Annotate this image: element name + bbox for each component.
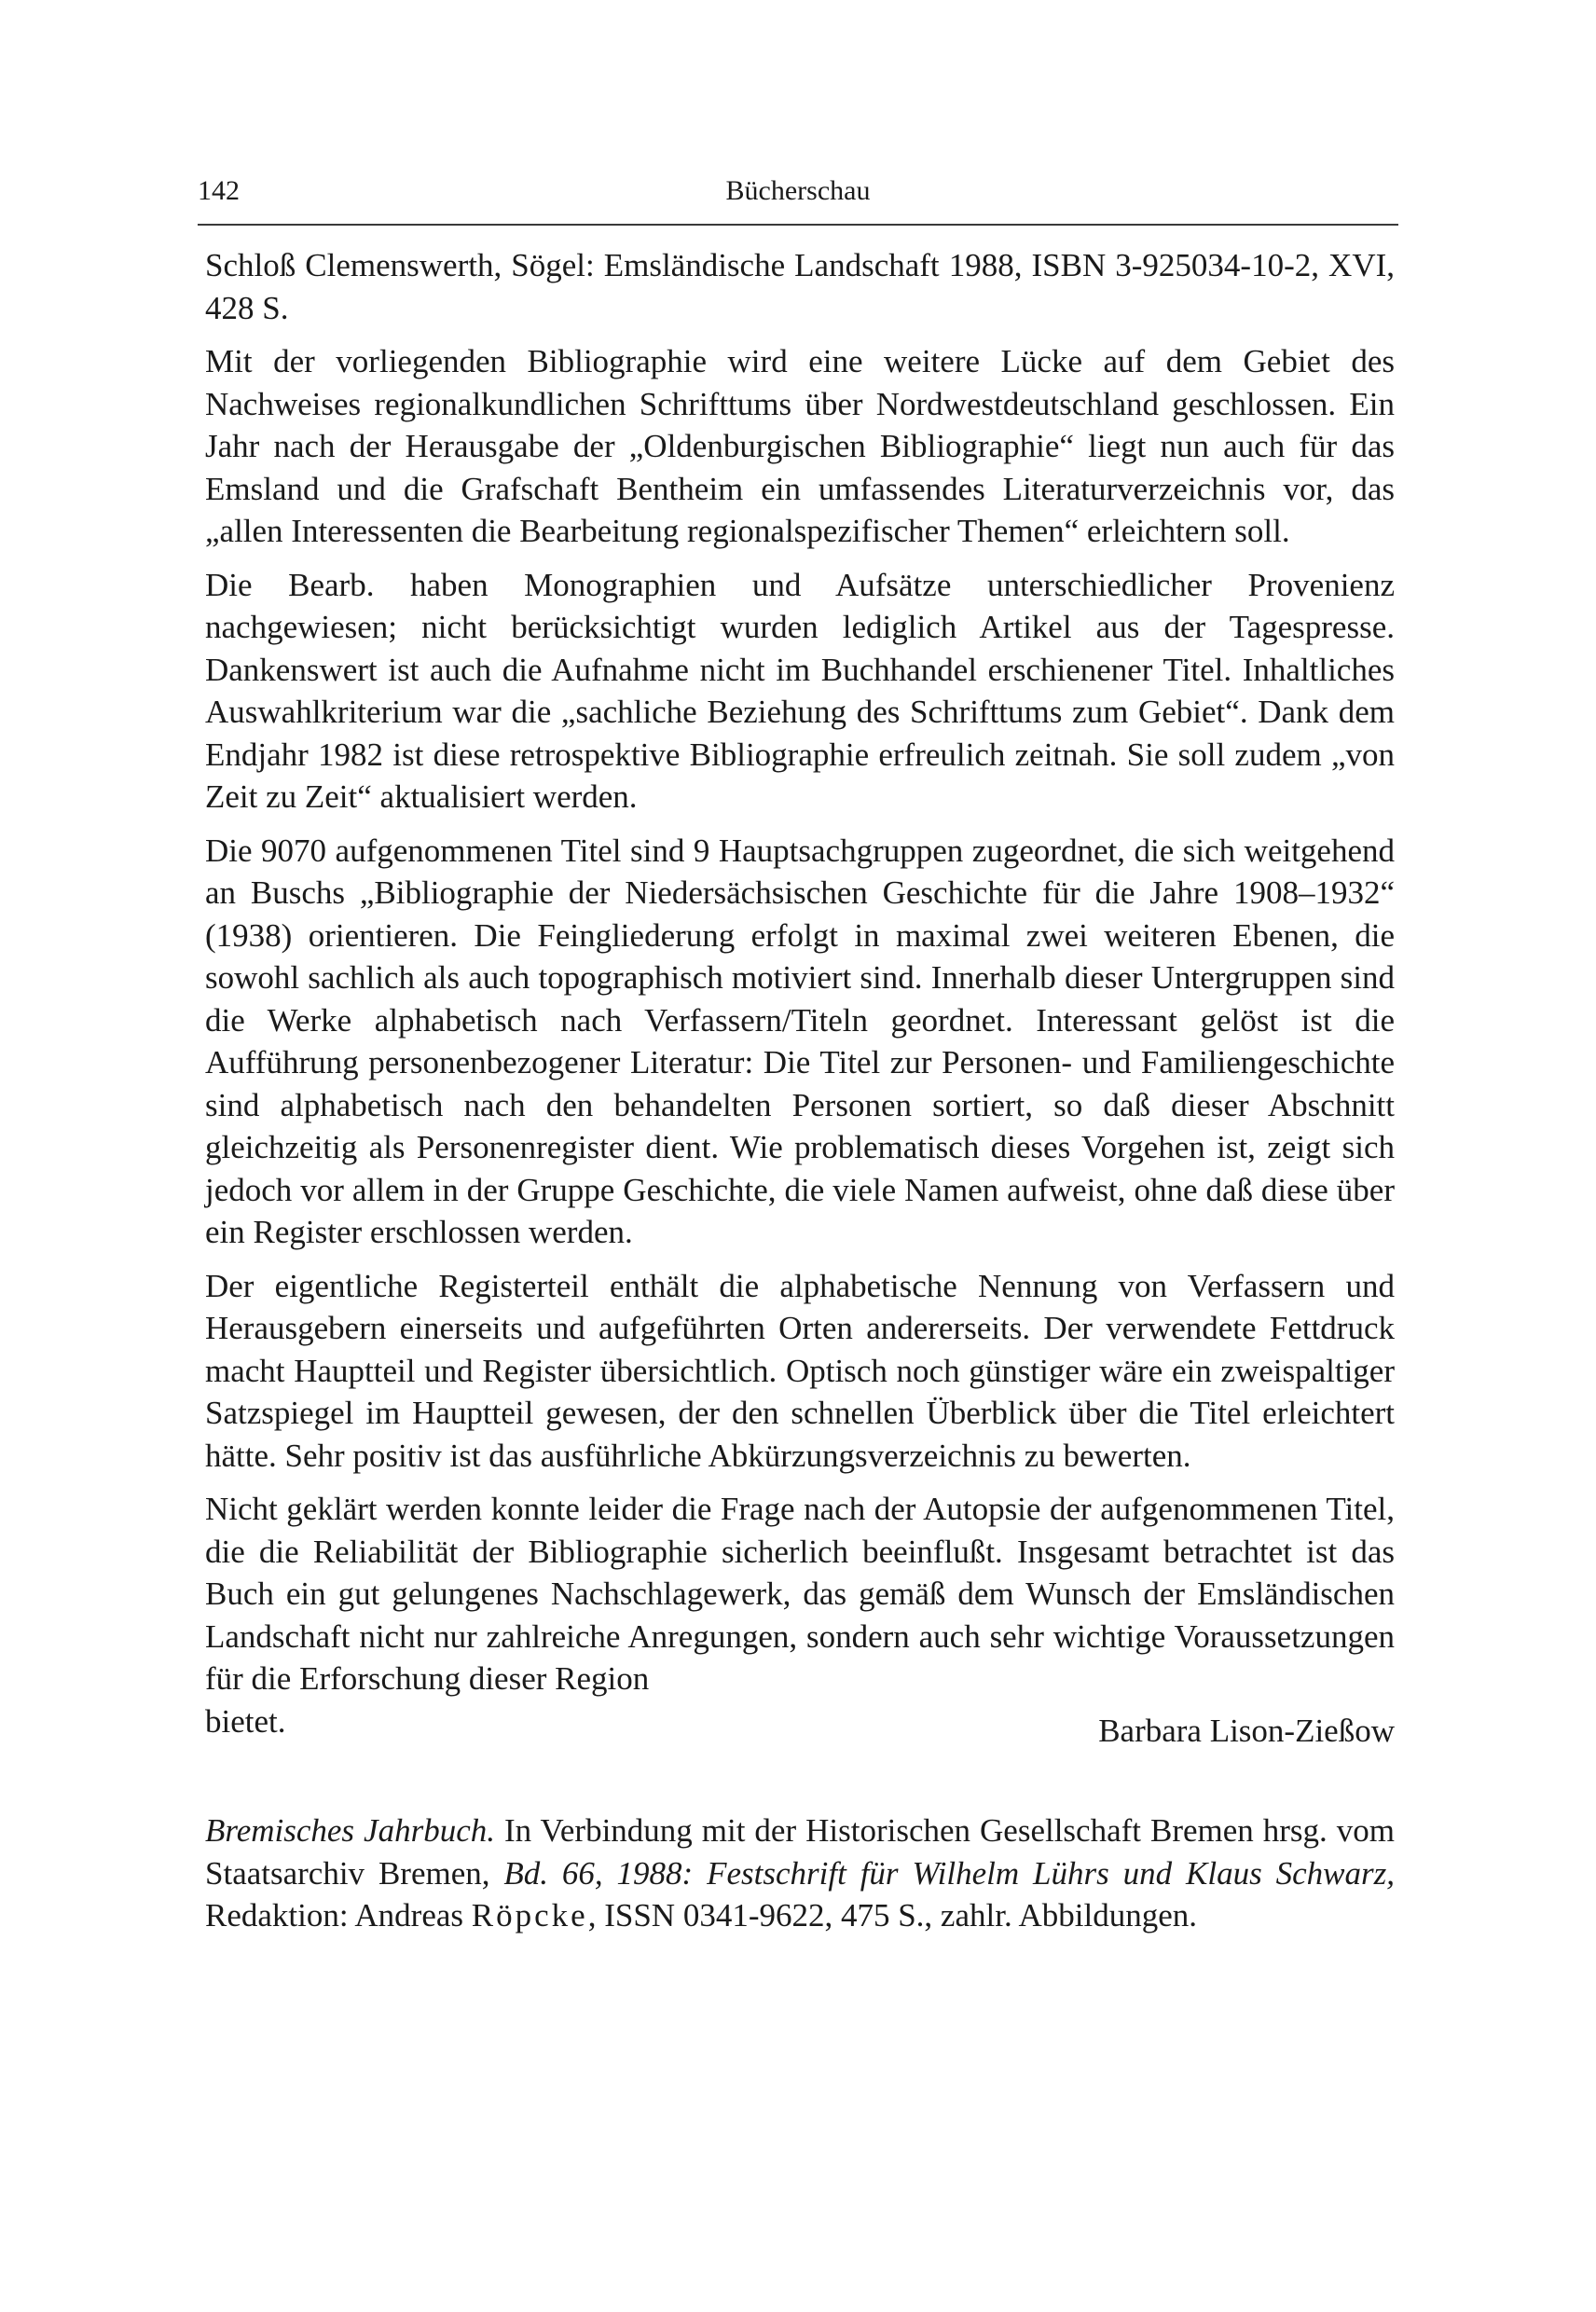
review-author: Barbara Lison-Zießow	[1098, 1712, 1395, 1749]
next-entry-volume: Bd. 66, 1988: Festschrift für Wilhelm Lührs und Klaus Schwarz,	[503, 1854, 1395, 1892]
review-paragraph-1: Mit der vorliegenden Bibliographie wird eine weitere Lücke auf dem Gebiet des Nachweises regionalkundlichen Schrifttums über Nordwestdeutschland geschlossen. Ein Jahr nach der Herausgabe der „Oldenburgischen Bibliographie“ liegt nun auch für das Emsland und die Grafschaft Bentheim ein umfassendes Literaturverzeichnis vor, das „allen Interessenten die Bearbeitung regionalspezifischer Themen“ erleichtern soll.	[205, 343, 1395, 549]
review-paragraph-3: Die 9070 aufgenommenen Titel sind 9 Hauptsachgruppen zugeordnet, die sich weitgehend an Buschs „Bibliographie der Niedersächsischen Geschichte für die Jahre 1908–1932“ (1938) orientieren. Die Feingliederung erfolgt in maximal zwei weiteren Ebenen, die sowohl sachlich als auch topographisch motiviert sind. Innerhalb dieser Untergruppen sind die Werke alphabetisch nach Verfassern/Titeln geordnet. Interessant gelöst ist die Aufführung personenbezogener Literatur: Die Titel zur Personen- und Familiengeschichte sind alphabetisch nach den behandelten Personen sortiert, so daß dieser Abschnitt gleichzeitig als Personenregister dient. Wie problematisch dieses Vorgehen ist, zeigt sich jedoch vor allem in der Gruppe Geschichte, die viele Namen aufweist, ohne daß diese über ein Register erschlossen werden.	[205, 832, 1395, 1250]
page-header	[198, 170, 1398, 213]
next-entry-text-2: Redaktion: Andreas	[205, 1897, 472, 1934]
signature-line	[205, 1700, 1395, 1753]
review-paragraph-2: Die Bearb. haben Monographien und Aufsätze unterschiedlicher Provenienz nachgewiesen; nicht berücksichtigt wurden lediglich Artikel aus der Tagespresse. Dankenswert ist auch die Aufnahme nicht im Buchhandel erschienener Titel. Inhaltliches Auswahlkriterium war die „sachliche Beziehung des Schrifttums zum Gebiet“. Dank dem Endjahr 1982 ist diese retrospektive Bibliographie erfreulich zeitnah. Sie soll zudem „von Zeit zu Zeit“ aktualisiert werden.	[205, 566, 1395, 815]
review-last-line: bietet.	[205, 1702, 286, 1740]
next-entry-text-1: In Verbindung mit der Historischen Gesellschaft Bremen hrsg. vom Staatsarchiv Bremen,	[205, 1812, 1395, 1892]
next-entry	[205, 1810, 1395, 1937]
review-paragraph-5: Nicht geklärt werden konnte leider die Frage nach der Autopsie der aufgenommenen Titel, die die Reliabilität der Bibliographie sicherlich beeinflußt. Insgesamt betrachtet ist das Buch ein gut gelungenes Nachschlagewerk, das gemäß dem Wunsch der Emsländischen Landschaft nicht nur zahlreiche Anregungen, sondern auch sehr wichtige Voraussetzungen für die Erforschung dieser Region	[205, 1491, 1395, 1697]
next-entry-editor: Röpcke	[471, 1897, 588, 1934]
body-text	[205, 244, 1395, 1948]
review-paragraph-4: Der eigentliche Registerteil enthält die alphabetische Nennung von Verfassern und Herausgebern einerseits und aufgeführten Orten andererseits. Der verwendete Fettdruck macht Hauptteil und Register übersichtlich. Optisch noch günstiger wäre ein zweispaltiger Satzspiegel im Hauptteil gewesen, der den schnellen Überblick über die Titel erleichtert hätte. Sehr positiv ist das ausführliche Abkürzungsverzeichnis zu bewerten.	[205, 1267, 1395, 1474]
running-title: Bücherschau	[725, 175, 871, 206]
citation-tail: Schloß Clemenswerth, Sögel: Emsländische Landschaft 1988, ISBN 3-925034-10-2, XVI, 428 S.	[205, 247, 1395, 326]
page-number: 142	[198, 175, 240, 206]
next-entry-text-3: , ISSN 0341-9622, 475 S., zahlr. Abbildungen.	[587, 1897, 1198, 1934]
header-rule	[198, 224, 1398, 226]
next-entry-title: Bremisches Jahrbuch.	[205, 1812, 495, 1849]
